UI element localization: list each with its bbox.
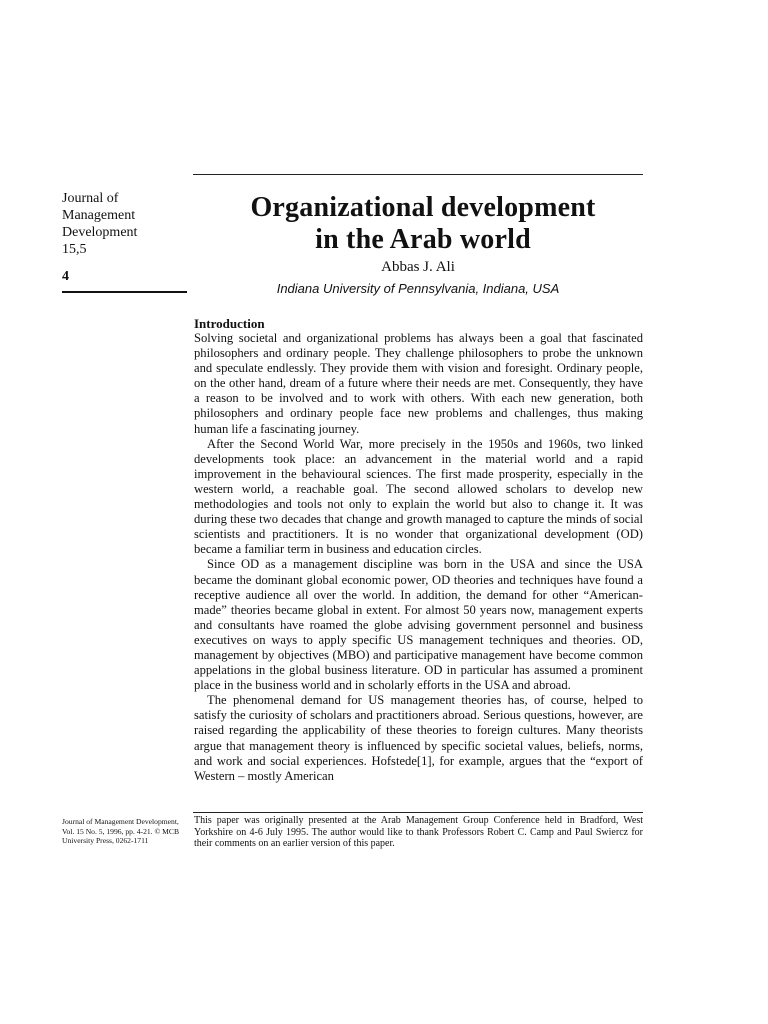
header-rule [193, 174, 643, 175]
paper-title [193, 192, 653, 256]
article-body [194, 316, 643, 784]
title-line-1: Organizational development [250, 192, 596, 223]
journal-name-line-2: Management [62, 208, 136, 223]
paragraph-3: Since OD as a management discipline was born in the USA and since the USA became the dominant global economic power, OD theories and techniques have found a receptive audience all over the world. In addition, the demand for other “American-made” theories became global in extent. For almost 50 years now, management experts and consultants have roamed the globe advising government personnel and business executives on ways to apply specific US management techniques and theories. OD, management by objectives (MBO) and participative management have become common appelations in the global business literature. OD in particular has assumed a prominent place in the business world and in scholarly efforts in the USA and abroad. [194, 557, 643, 693]
footnote [194, 815, 643, 850]
section-heading: Introduction [194, 316, 265, 331]
paragraph-4: The phenomenal demand for US management theories has, of course, helped to satisfy the curiosity of scholars and practitioners abroad. Serious questions, however, are raised regarding the applicability of these theories to foreign cultures. Many theorists argue that management theory is influenced by specific societal values, beliefs, norms, and work and social experiences. Hofstede[1], for example, argues that the “export of Western – mostly American [194, 693, 643, 783]
journal-name-line-3: Development [62, 225, 138, 240]
author-affiliation: Indiana University of Pennsylvania, Indiana, USA [276, 281, 560, 296]
page-number: 4 [62, 268, 187, 293]
journal-volume: 15,5 [62, 242, 87, 257]
journal-name-line-1: Journal of [62, 191, 119, 206]
paragraph-1: Solving societal and organizational problems has always been a goal that fascinated philosophers and ordinary people. They challenge philosophers to probe the unknown and speculate endlessly. They provide them with vision and foresight. Ordinary people, on the other hand, dream of a future where their needs are met. Consequently, they have a reason to be involved and to work with others. With each new generation, both philosophers and ordinary people face new problems and challenges, thus making human life a fascinating journey. [194, 331, 643, 436]
paragraph-2: After the Second World War, more precisely in the 1950s and 1960s, two linked developments took place: an advancement in the material world and a rapid improvement in the behavioural sciences. The first made prosperity, especially in the western world, a reachable goal. The second allowed scholars to develop new methodologies and tools not only to explain the world but also to change it. It was during these two decades that change and growth managed to capture the minds of social scientists and practitioners. It is no wonder that organizational development (OD) became a familiar term in business and education circles. [194, 436, 643, 557]
journal-sidebar [62, 190, 187, 293]
title-line-2: in the Arab world [315, 224, 531, 255]
journal-citation: Journal of Management Development, Vol. 15 No. 5, 1996, pp. 4-21. © MCB University Press, 0262-1711 [62, 817, 180, 846]
footnote-text: This paper was originally presented at the Arab Management Group Conference held in Bradford, West Yorkshire on 4-6 July 1995. The author would like to thank Professors Robert C. Camp and Paul Swiercz for their comments on an earlier version of this paper. [194, 815, 643, 850]
footnote-rule [193, 812, 643, 813]
author-name: Abbas J. Ali [381, 259, 455, 275]
